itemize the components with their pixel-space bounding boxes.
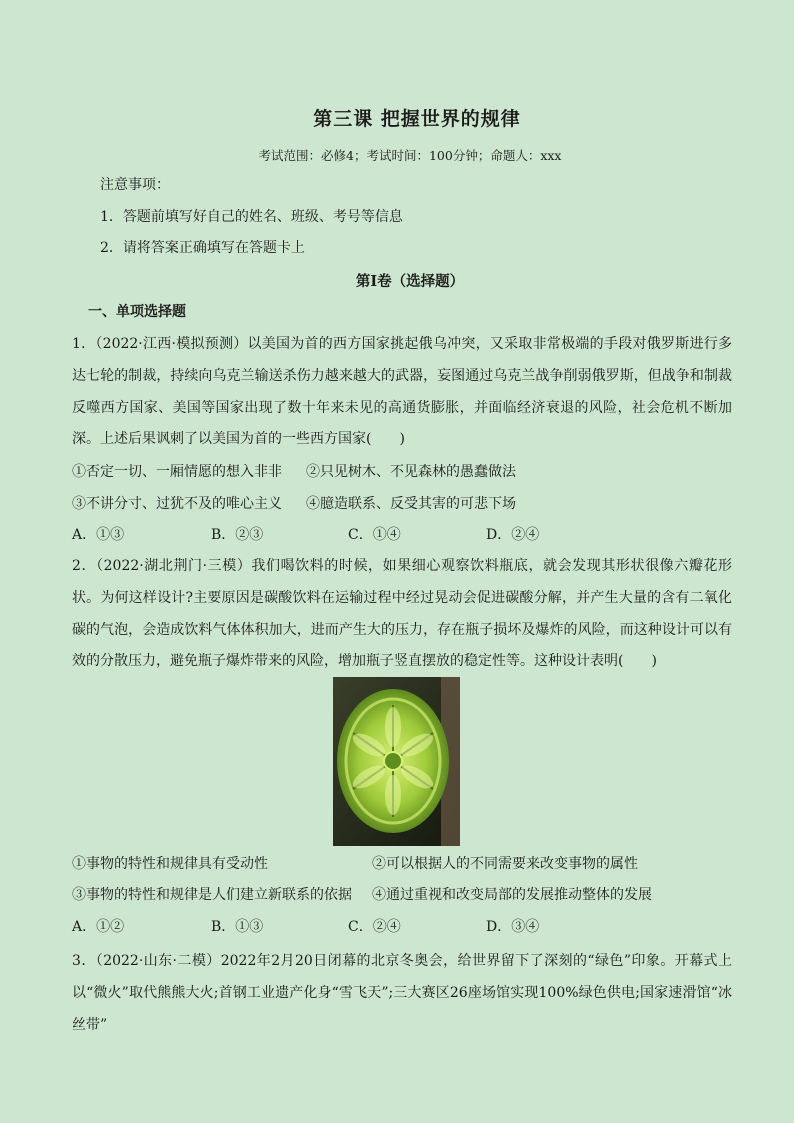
choice-c: C．①④	[348, 527, 401, 543]
statement: ①事物的特性和规律具有受动性	[72, 856, 268, 872]
notice-item: 2．请将答案正确填写在答题卡上	[100, 240, 305, 256]
statement: ①否定一切、一厢情愿的想入非非	[72, 464, 282, 480]
question-1-statements-row	[306, 462, 516, 482]
question-2-stem: 2．（2022·湖北荆门·三模）我们喝饮料的时候，如果细心观察饮料瓶底，就会发现其形状很像六瓣花形状。为何这样设计?主要原因是碳酸饮料在运输过程中经过晃动会促进碳酸分解，并产生大量的含有二氧化碳的气泡，会造成饮料气体体积加大，进而产生大的压力，存在瓶子损坏及爆炸的风险，而这种设计可以有效的分散压力，避免瓶子爆炸带来的风险，增加瓶子竖直摆放的稳定性等。这种设计表明( )	[72, 558, 732, 670]
part-title: 第I卷（选择题）	[355, 273, 465, 290]
choice-d: D．③④	[486, 919, 540, 935]
statement: ④通过重视和改变局部的发展推动整体的发展	[372, 887, 652, 903]
question-1-statements-row	[306, 494, 516, 514]
statement: ②可以根据人的不同需要来改变事物的属性	[372, 856, 638, 872]
statement: ④臆造联系、反受其害的可悲下场	[306, 496, 516, 512]
exam-info: 考试范围：必修4；考试时间：100分钟；命题人：xxx	[258, 148, 562, 163]
choice-c: C．②④	[348, 919, 401, 935]
choice-a: A．①②	[72, 919, 125, 935]
notice-heading: 注意事项：	[100, 177, 170, 193]
question-1-statements-row	[72, 462, 282, 482]
choice-b: B．②③	[211, 527, 264, 543]
question-1-statements-row	[72, 494, 282, 514]
choice-a: A．①③	[72, 527, 125, 543]
page-title: 第三课 把握世界的规律	[313, 108, 521, 130]
choice-b: B．①③	[211, 919, 264, 935]
statement: ③不讲分寸、过犹不及的唯心主义	[72, 496, 282, 512]
bottle-bottom-photo	[333, 677, 460, 846]
section-title: 一、单项选择题	[88, 304, 186, 320]
statement: ③事物的特性和规律是人们建立新联系的依据	[72, 887, 352, 903]
question-1-stem: 1．（2022·江西·模拟预测）以美国为首的西方国家挑起俄乌冲突，又采取非常极端的手段对俄罗斯进行多达七轮的制裁，持续向乌克兰输送杀伤力越来越大的武器，妄图通过乌克兰战争削弱俄罗斯，但战争和制裁反噬西方国家、美国等国家出现了数十年来未见的高通货膨胀，并面临经济衰退的风险，社会危机不断加深。上述后果讽刺了以美国为首的一些西方国家( )	[72, 336, 732, 448]
question-3-stem: 3．（2022·山东·二模）2022年2月20日闭幕的北京冬奥会，给世界留下了深刻的“绿色”印象。开幕式上以“微火”取代熊熊大火;首钢工业遗产化身“雪飞天”;三大赛区26座场馆实现100%绿色供电;国家速滑馆“冰丝带”	[72, 953, 732, 1033]
statement: ②只见树木、不见森林的愚蠢做法	[306, 464, 516, 480]
choice-d: D．②④	[486, 527, 540, 543]
notice-item: 1．答题前填写好自己的姓名、班级、考号等信息	[100, 209, 403, 225]
bottle-bottom-illustration	[333, 677, 460, 846]
